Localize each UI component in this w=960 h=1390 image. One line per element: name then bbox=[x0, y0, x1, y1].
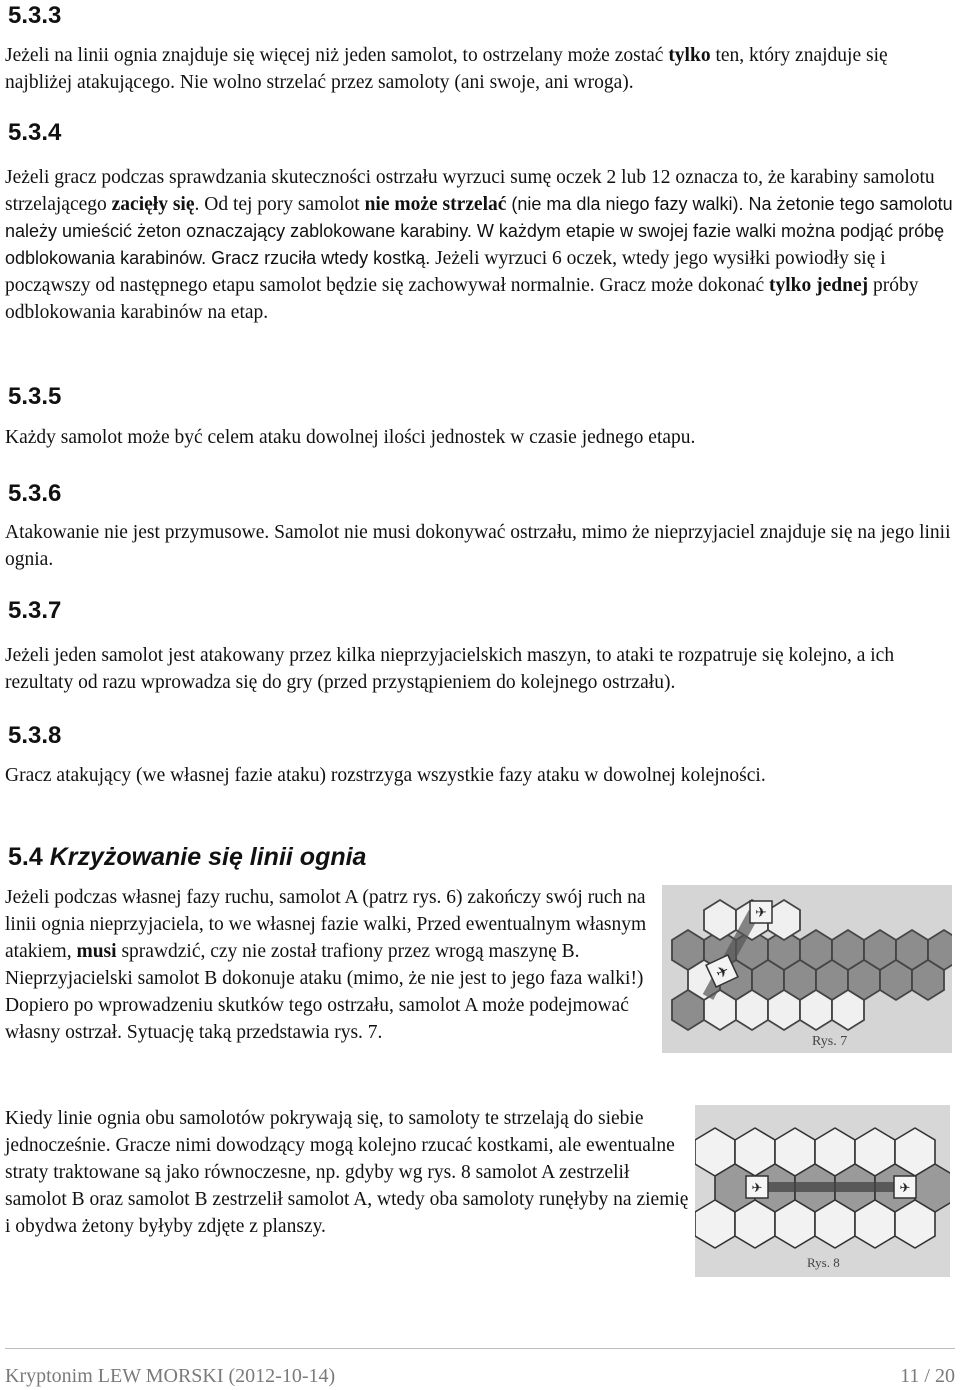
section-heading-5-3-4: 5.3.4 bbox=[8, 119, 62, 146]
figure-rys-7 bbox=[662, 885, 952, 1053]
paragraph-5-3-5: Każdy samolot może być celem ataku dowolnej ilości jednostek w czasie jednego etapu. bbox=[5, 427, 696, 448]
figure-caption-rys-7: Rys. 7 bbox=[812, 1034, 848, 1049]
svg-text:✈: ✈ bbox=[712, 961, 732, 983]
section-heading-5-3-3: 5.3.3 bbox=[8, 2, 62, 29]
svg-text:✈: ✈ bbox=[899, 1181, 911, 1196]
paragraph-5-3-7: Jeżeli jeden samolot jest atakowany przez kilka nieprzyjacielskich maszyn, to ataki te rozpatruje się kolejno, a ich rezultaty od razu wprowadza się do gry (przed przystąpieniem do kolejnego ostrzału). bbox=[5, 645, 895, 693]
paragraph-5-3-8: Gracz atakujący (we własnej fazie ataku) rozstrzyga wszystkie fazy ataku w dowolnej kolejności. bbox=[5, 765, 766, 786]
paragraph-5-3-6: Atakowanie nie jest przymusowe. Samolot nie musi dokonywać ostrzału, mimo że nieprzyjaciel znajduje się na jego linii ognia. bbox=[5, 522, 951, 570]
svg-text:✈: ✈ bbox=[755, 905, 767, 921]
section-heading-5-3-5: 5.3.5 bbox=[8, 383, 62, 410]
figure-rys-8 bbox=[695, 1105, 950, 1277]
svg-text:✈: ✈ bbox=[751, 1181, 763, 1196]
section-heading-5-3-7: 5.3.7 bbox=[8, 597, 62, 624]
section-heading-5-4: 5.4 Krzyżowanie się linii ognia bbox=[8, 843, 367, 871]
paragraph-5-4-a: Jeżeli podczas własnej fazy ruchu, samolot A (patrz rys. 6) zakończy swój ruch na linii ognia nieprzyjaciela, to we własnej fazie walki, Przed ewentualnym własnym atakiem, musi sprawdzić, czy nie został trafiony przez wrogą maszynę B. Nieprzyjacielski samolot B dokonuje ataku (mimo, że nie jest to jego faza walki!) Dopiero po wprowadzeniu skutków tego ostrzału, samolot A może podejmować własny ostrzał. Sytuację taką przedstawia rys. 7. bbox=[5, 887, 647, 1043]
section-heading-5-3-8: 5.3.8 bbox=[8, 722, 62, 749]
figure-caption-rys-8: Rys. 8 bbox=[807, 1255, 840, 1270]
footer-page-number: 11 / 20 bbox=[900, 1365, 955, 1387]
footer-document-title: Kryptonim LEW MORSKI (2012-10-14) bbox=[5, 1365, 336, 1387]
page-footer bbox=[5, 1348, 955, 1388]
paragraph-5-3-4: Jeżeli gracz podczas sprawdzania skuteczności ostrzału wyrzuci sumę oczek 2 lub 12 oznacza to, że karabiny samolotu strzelającego zacięły się. Od tej pory samolot nie może strzelać (nie ma dla niego fazy walki). Na żetonie tego samolotu należy umieścić żeton oznaczający zablokowane karabiny. W każdym etapie w swojej fazie walki można podjąć próbę odblokowania karabinów. Gracz rzuciła wtedy kostką. Jeżeli wyrzuci 6 oczek, wtedy jego wysiłki powiodły się i począwszy od następnego etapu samolot będzie się zachowywał normalnie. Gracz może dokonać tylko jednej próby odblokowania karabinów na etap. bbox=[5, 167, 953, 323]
section-heading-5-3-6: 5.3.6 bbox=[8, 480, 62, 507]
paragraph-5-4-b: Kiedy linie ognia obu samolotów pokrywają się, to samoloty te strzelają do siebie jednocześnie. Gracze nimi dowodzący mogą kolejno rzucać kostkami, ale ewentualne straty traktowane są jako równoczesne, np. gdyby wg rys. 8 samolot A zestrzelił samolot B oraz samolot B zestrzelił samolot A, wtedy oba samoloty runęłyby na ziemię i obydwa żetony byłyby zdjęte z planszy. bbox=[5, 1108, 689, 1237]
paragraph-5-3-3: Jeżeli na linii ognia znajduje się więcej niż jeden samolot, to ostrzelany może zostać tylko ten, który znajduje się najbliżej atakującego. Nie wolno strzelać przez samoloty (ani swoje, ani wroga). bbox=[5, 45, 888, 93]
